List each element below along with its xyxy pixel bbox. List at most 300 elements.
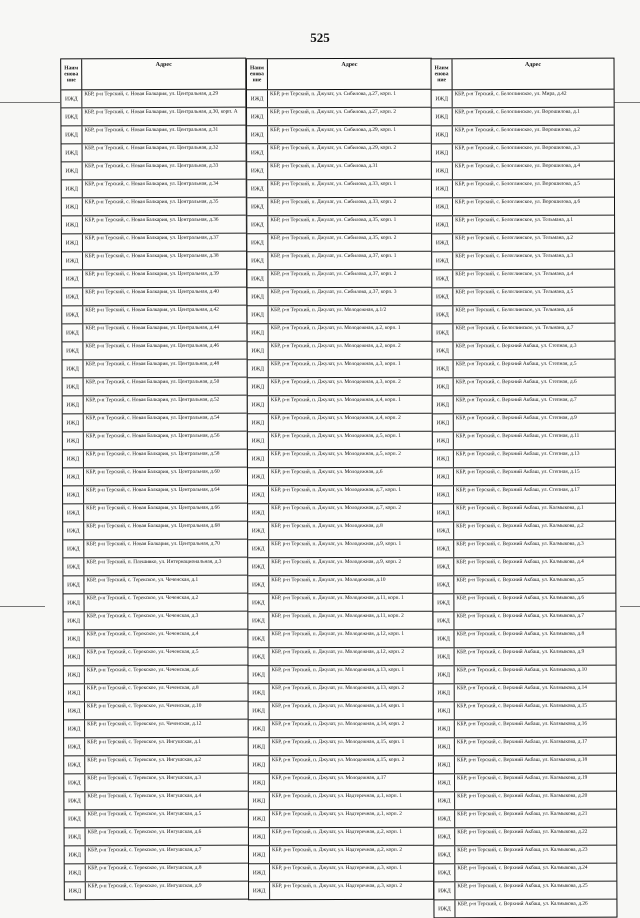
row-type: ИЖД [63, 414, 84, 431]
row-address: КБР, р-н Терский, с. Верхний Акбаш, ул. Калмыкова, д.20 [457, 792, 588, 800]
table-row [65, 828, 249, 847]
table-row [248, 414, 432, 432]
row-address: КБР, р-н Терский, с. Верхний Акбаш, ул. Калмыкова, д.21 [457, 810, 588, 818]
row-type: ИЖД [64, 720, 85, 737]
table-row [433, 378, 615, 397]
row-type: ИЖД [62, 216, 83, 233]
row-address: КБР, р-н Терский, с. Верхний Акбаш, ул. Калмыкова, д.4 [456, 558, 584, 566]
row-type: ИЖД [248, 342, 269, 359]
row-type: ИЖД [433, 540, 454, 557]
table-row [433, 630, 615, 649]
row-address: КБР, р-н Терский, п. Джулат, ул. Надтеречная, д.1, корп. 1 [271, 792, 402, 800]
row-address: КБР, р-н Терский, с. Новая Балкария, ул. Центральная, д.52 [85, 396, 220, 404]
column-header [61, 59, 245, 91]
column-rows [432, 90, 617, 918]
row-address: КБР, р-н Терский, с. Верхний Акбаш, ул. Калмыкова, д.26 [457, 900, 588, 908]
row-type: ИЖД [432, 90, 453, 107]
row-type: ИЖД [434, 702, 455, 719]
row-address: КБР, р-н Терский, с. Новая Балкария, ул. Центральная, д.33 [84, 162, 219, 170]
row-type: ИЖД [248, 522, 269, 539]
table-row [248, 594, 432, 612]
table-row [64, 774, 248, 793]
row-address: КБР, р-н Терский, п. Джулат, ул. Молодежная, д.7, корп. 1 [271, 486, 402, 494]
row-address: КБР, р-н Терский, с. Новая Балкария, ул. Центральная, д.37 [84, 234, 219, 242]
table-row [434, 774, 616, 793]
row-address: КБР, р-н Терский, с. Новая Балкария, ул. Центральная, д.44 [85, 324, 220, 332]
row-type: ИЖД [434, 828, 455, 845]
row-address: КБР, р-н Терский, п. Джулат, ул. Молодежная, д.1/2 [270, 306, 387, 314]
row-address: КБР, р-н Терский, с. Верхний Акбаш, ул. Калмыкова, д.24 [457, 864, 588, 872]
row-type: ИЖД [63, 450, 84, 467]
row-address: КБР, р-н Терский, с. Верхний Акбаш, ул. Калмыкова, д.25 [457, 882, 588, 890]
row-type: ИЖД [248, 450, 269, 467]
table-row [64, 702, 248, 721]
row-address: КБР, р-н Терский, с. Терекское, ул. Чеченская, д.6 [86, 666, 199, 674]
row-type: ИЖД [432, 180, 453, 197]
table-row [249, 738, 433, 756]
table-row [248, 378, 432, 396]
table-row [433, 360, 615, 379]
row-type: ИЖД [248, 432, 269, 449]
table-row [432, 270, 614, 289]
row-address: КБР, р-н Терский, п. Джулат, ул. Сибилова, д.37, корп. 2 [270, 270, 397, 278]
row-address: КБР, р-н Терский, с. Терекское, ул. Чеченская, д.10 [86, 702, 202, 710]
row-type: ИЖД [248, 648, 269, 665]
table-row [247, 162, 431, 180]
row-address: КБР, р-н Терский, с. Белоглинское, ул. Ворошилова, д.4 [454, 162, 580, 170]
row-address: КБР, р-н Терский, с. Новая Балкария, ул. Центральная, д.54 [85, 414, 220, 422]
table-row [63, 450, 247, 469]
row-address: КБР, р-н Терский, с. Верхний Акбаш, ул. Калмыкова, д.23 [457, 846, 588, 854]
row-address: КБР, р-н Терский, с. Белоглинское, ул. Ворошилова, д.2 [454, 126, 580, 134]
table-row [247, 108, 431, 126]
table-row [249, 846, 433, 864]
table-row [63, 468, 247, 487]
table-row [64, 792, 248, 811]
table-row [62, 270, 246, 289]
row-type: ИЖД [65, 846, 86, 863]
table-row [433, 468, 615, 487]
row-type: ИЖД [248, 612, 269, 629]
row-type: ИЖД [248, 540, 269, 557]
row-type: ИЖД [433, 576, 454, 593]
table-row [248, 666, 432, 684]
row-type: ИЖД [249, 810, 270, 827]
row-address: КБР, р-н Терский, п. Джулат, ул. Надтеречная, д.3, корп. 1 [272, 864, 403, 872]
table-row [433, 612, 615, 631]
table-row [63, 432, 247, 451]
table-row [248, 288, 432, 306]
table-row [249, 882, 433, 899]
row-address: КБР, р-н Терский, п. Плешивко, ул. Интернациональная, д.3 [86, 558, 222, 566]
row-address: КБР, р-н Терский, п. Джулат, ул. Молодежная, д.17 [271, 774, 387, 782]
row-address: КБР, р-н Терский, п. Джулат, ул. Сибилова, д.27, корп. 2 [270, 108, 397, 116]
row-type: ИЖД [433, 378, 454, 395]
row-type: ИЖД [248, 468, 269, 485]
row-type: ИЖД [433, 504, 454, 521]
table-row [62, 162, 246, 181]
table-row [61, 108, 245, 127]
row-type: ИЖД [432, 162, 453, 179]
table-row [248, 630, 432, 648]
table-row [63, 486, 247, 505]
row-address: КБР, р-н Терский, с. Верхний Акбаш, ул. Калмыкова, д.9 [456, 648, 585, 656]
table-row [247, 216, 431, 234]
row-type: ИЖД [64, 594, 85, 611]
row-type: ИЖД [63, 522, 84, 539]
row-address: КБР, р-н Терский, с. Верхний Акбаш, ул. Степная, д.6 [455, 378, 577, 386]
row-address: КБР, р-н Терский, п. Джулат, ул. Молодежная, д.3, корп. 2 [270, 378, 401, 386]
table-row [64, 684, 248, 703]
table-row [247, 126, 431, 144]
row-type: ИЖД [62, 234, 83, 251]
table-row [248, 558, 432, 576]
row-address: КБР, р-н Терский, с. Новая Балкария, ул. Центральная, д.58 [85, 450, 220, 458]
table-row [62, 342, 246, 361]
row-address: КБР, р-н Терский, п. Джулат, ул. Молодежная, д.4, корп. 2 [270, 414, 401, 422]
table-row [434, 756, 616, 775]
table-row [64, 594, 248, 613]
table-row [64, 666, 248, 685]
row-type: ИЖД [433, 414, 454, 431]
row-type: ИЖД [62, 270, 83, 287]
row-address: КБР, р-н Терский, с. Верхний Акбаш, ул. Степная, д.13 [455, 450, 580, 458]
table-row [62, 324, 246, 343]
row-type: ИЖД [62, 180, 83, 197]
table-row [432, 342, 614, 361]
table-row [248, 486, 432, 504]
row-type: ИЖД [64, 756, 85, 773]
table-row [433, 540, 615, 559]
row-address: КБР, р-н Терский, с. Новая Балкария, ул. Центральная, д.66 [86, 504, 220, 512]
row-type: ИЖД [248, 558, 269, 575]
row-type: ИЖД [434, 900, 455, 917]
row-type: ИЖД [248, 378, 269, 395]
row-address: КБР, р-н Терский, с. Белоглинское, ул. Ворошилова, д.5 [454, 180, 581, 188]
row-address: КБР, р-н Терский, с. Терекское, ул. Чеченская, д.8 [86, 684, 199, 692]
row-type: ИЖД [249, 828, 270, 845]
row-address: КБР, р-н Терский, с. Терекское, ул. Чеченская, д.1 [86, 576, 199, 584]
header-address: Адрес [341, 61, 358, 68]
row-address: КБР, р-н Терский, с. Терекское, ул. Ингушская, д.3 [87, 774, 202, 782]
table-row [247, 198, 431, 216]
table-row [64, 810, 248, 829]
row-address: КБР, р-н Терский, с. Верхний Акбаш, ул. Степная, д.7 [455, 396, 577, 404]
row-type: ИЖД [248, 630, 269, 647]
row-address: КБР, р-н Терский, с. Новая Балкария, ул. Центральная, д.30, корп. А [84, 108, 238, 116]
table-row [63, 414, 247, 433]
row-type: ИЖД [432, 126, 453, 143]
row-address: КБР, р-н Терский, п. Джулат, ул. Молодежная, д.8 [271, 522, 383, 530]
table-row [64, 720, 248, 739]
row-address: КБР, р-н Терский, с. Новая Балкария, ул. Центральная, д.60 [85, 468, 220, 476]
row-type: ИЖД [433, 450, 454, 467]
table-row [62, 198, 246, 217]
table-row [249, 810, 433, 828]
row-type: ИЖД [249, 864, 270, 881]
table-row [63, 378, 247, 397]
row-address: КБР, р-н Терский, с. Верхний Акбаш, ул. Калмыкова, д.2 [456, 522, 584, 530]
row-address: КБР, р-н Терский, п. Джулат, ул. Молодежная, д.7, корп. 2 [271, 504, 402, 512]
row-type: ИЖД [62, 306, 83, 323]
table-row [432, 126, 614, 145]
table-row [65, 864, 249, 883]
row-address: КБР, р-н Терский, с. Верхний Акбаш, ул. Калмыкова, д.16 [456, 720, 588, 728]
row-address: КБР, р-н Терский, п. Джулат, ул. Молодежная, д.11, корп. 2 [271, 612, 404, 620]
table-row [248, 450, 432, 468]
table-row [63, 576, 247, 595]
row-type: ИЖД [247, 90, 268, 107]
table-row [249, 864, 433, 882]
row-type: ИЖД [248, 666, 269, 683]
table-row [433, 450, 615, 469]
table-row [432, 198, 614, 217]
row-address: КБР, р-н Терский, п. Джулат, ул. Молодежная, д.13, корп. 2 [271, 684, 405, 692]
row-address: КБР, р-н Терский, п. Джулат, ул. Молодежная, д.12, корп. 1 [271, 630, 405, 638]
scan-mark [0, 102, 60, 103]
row-address: КБР, р-н Терский, п. Джулат, ул. Сибилова, д.37, корп. 1 [270, 252, 397, 260]
table-row [65, 846, 249, 865]
header-type: Наим енова ние [61, 59, 82, 89]
table-row [249, 684, 433, 702]
table-row [247, 252, 431, 270]
row-address: КБР, р-н Терский, с. Терекское, ул. Чеченская, д.5 [86, 648, 199, 656]
table-row [433, 576, 615, 595]
row-address: КБР, р-н Терский, с. Верхний Акбаш, ул. Калмыкова, д.18 [456, 756, 588, 764]
row-address: КБР, р-н Терский, п. Джулат, ул. Сибилова, д.31 [270, 162, 378, 170]
row-address: КБР, р-н Терский, с. Новая Балкария, ул. Центральная, д.68 [86, 522, 220, 530]
table-row [432, 234, 614, 253]
row-address: КБР, р-н Терский, с. Белоглинское, ул. Ворошилова, д.6 [454, 198, 581, 206]
header-address: Адрес [524, 61, 542, 68]
table-row [62, 216, 246, 235]
table-row [432, 162, 614, 181]
row-address: КБР, р-н Терский, п. Джулат, ул. Молодежная, д.10 [271, 576, 386, 584]
row-type: ИЖД [434, 882, 455, 899]
row-address: КБР, р-н Терский, с. Верхний Акбаш, ул. Степная, д.3 [455, 342, 577, 350]
table-row [432, 306, 614, 325]
row-address: КБР, р-н Терский, с. Белоглинское, ул. Тельмана, д.1 [455, 216, 574, 224]
table-row [63, 504, 247, 523]
table-row [249, 720, 433, 738]
table-row [62, 252, 246, 271]
row-address: КБР, р-н Терский, п. Джулат, ул. Молодежная, д.2, корп. 2 [270, 342, 401, 350]
table-row [62, 306, 246, 325]
table-row [64, 630, 248, 649]
row-type: ИЖД [247, 234, 268, 251]
row-address: КБР, р-н Терский, п. Джулат, ул. Молодежная, д.9, корп. 2 [271, 558, 402, 566]
row-type: ИЖД [62, 162, 83, 179]
table-row [65, 882, 249, 900]
table-row [432, 288, 614, 307]
table-row [248, 576, 432, 594]
row-type: ИЖД [249, 792, 270, 809]
row-type: ИЖД [432, 252, 453, 269]
row-type: ИЖД [432, 288, 453, 305]
row-type: ИЖД [248, 396, 269, 413]
row-type: ИЖД [63, 432, 84, 449]
table-row [433, 396, 615, 415]
table-row [64, 756, 248, 775]
row-address: КБР, р-н Терский, с. Верхний Акбаш, ул. Калмыкова, д.5 [456, 576, 584, 584]
row-type: ИЖД [64, 774, 85, 791]
row-address: КБР, р-н Терский, с. Терекское, ул. Чеченская, д.4 [86, 630, 199, 638]
table-row [434, 666, 616, 685]
row-type: ИЖД [62, 252, 83, 269]
table-row [434, 900, 616, 918]
row-type: ИЖД [64, 666, 85, 683]
row-type: ИЖД [249, 846, 270, 863]
row-address: КБР, р-н Терский, с. Новая Балкария, ул. Центральная, д.42 [85, 306, 219, 314]
row-type: ИЖД [65, 864, 86, 881]
table-row [434, 810, 616, 829]
table-row [432, 252, 614, 271]
row-type: ИЖД [61, 126, 82, 143]
table-row [61, 126, 245, 145]
table-row [247, 180, 431, 198]
row-address: КБР, р-н Терский, п. Джулат, ул. Молодежная, д.13, корп. 1 [271, 666, 405, 674]
row-type: ИЖД [248, 324, 269, 341]
row-address: КБР, р-н Терский, с. Верхний Акбаш, ул. Калмыкова, д.14 [456, 684, 587, 692]
row-address: КБР, р-н Терский, с. Новая Балкария, ул. Центральная, д.31 [84, 126, 219, 134]
row-address: КБР, р-н Терский, с. Новая Балкария, ул. Центральная, д.40 [85, 288, 219, 296]
row-type: ИЖД [63, 540, 84, 557]
row-type: ИЖД [434, 666, 455, 683]
row-type: ИЖД [248, 504, 269, 521]
row-address: КБР, р-н Терский, с. Новая Балкария, ул. Центральная, д.36 [84, 216, 219, 224]
row-address: КБР, р-н Терский, п. Джулат, ул. Надтеречная, д.2, корп. 1 [271, 828, 402, 836]
table-row [247, 90, 431, 108]
table-row [434, 828, 616, 847]
row-type: ИЖД [434, 648, 455, 665]
row-address: КБР, р-н Терский, с. Белоглинское, ул. Ворошилова, д.1 [454, 108, 580, 116]
row-address: КБР, р-н Терский, с. Терекское, ул. Ингушская, д.1 [87, 738, 201, 746]
row-type: ИЖД [433, 612, 454, 629]
row-type: ИЖД [433, 630, 454, 647]
row-address: КБР, р-н Терский, п. Джулат, ул. Сибилова, д.35, корп. 1 [270, 216, 397, 224]
table-row [63, 396, 247, 415]
row-type: ИЖД [249, 684, 270, 701]
table-row [248, 612, 432, 630]
table-row [63, 540, 247, 559]
row-address: КБР, р-н Терский, с. Верхний Акбаш, ул. Степная, д.15 [455, 468, 580, 476]
row-type: ИЖД [61, 90, 82, 107]
row-address: КБР, р-н Терский, с. Верхний Акбаш, ул. Степная, д.11 [455, 432, 580, 440]
row-address: КБР, р-н Терский, п. Джулат, ул. Сибилова, д.29, корп. 1 [270, 126, 397, 134]
row-address: КБР, р-н Терский, п. Джулат, ул. Молодежная, д.9, корп. 1 [271, 540, 402, 548]
row-address: КБР, р-н Терский, с. Терекское, ул. Ингушская, д.9 [87, 882, 202, 890]
table-row [248, 540, 432, 558]
table-row [434, 702, 616, 721]
row-type: ИЖД [62, 144, 83, 161]
row-type: ИЖД [64, 684, 85, 701]
row-address: КБР, р-н Терский, с. Новая Балкария, ул. Центральная, д.56 [85, 432, 220, 440]
row-address: КБР, р-н Терский, с. Терекское, ул. Чеченская, д.2 [86, 594, 199, 602]
row-type: ИЖД [247, 270, 268, 287]
row-type: ИЖД [433, 558, 454, 575]
row-type: ИЖД [432, 198, 453, 215]
table-row [61, 90, 245, 109]
table-row [433, 414, 615, 433]
row-type: ИЖД [62, 360, 83, 377]
table-column-3 [430, 58, 617, 918]
table-row [249, 774, 433, 792]
table-row [62, 288, 246, 307]
row-type: ИЖД [432, 342, 453, 359]
table-row [433, 504, 615, 523]
table-row [248, 396, 432, 414]
row-type: ИЖД [63, 504, 84, 521]
row-address: КБР, р-н Терский, с. Белоглинское, ул. Тельмана, д.2 [455, 234, 574, 242]
row-address: КБР, р-н Терский, с. Белоглинское, ул. Мира, д.42 [454, 90, 567, 98]
row-type: ИЖД [249, 702, 270, 719]
row-address: КБР, р-н Терский, с. Новая Балкария, ул. Центральная, д.48 [85, 360, 220, 368]
table-row [248, 468, 432, 486]
table-row [432, 324, 614, 343]
row-address: КБР, р-н Терский, п. Джулат, ул. Сибилова, д.33, корп. 2 [270, 198, 397, 206]
row-type: ИЖД [64, 648, 85, 665]
table-row [247, 144, 431, 162]
row-type: ИЖД [434, 756, 455, 773]
row-type: ИЖД [434, 810, 455, 827]
table-row [433, 522, 615, 541]
row-address: КБР, р-н Терский, с. Новая Балкария, ул. Центральная, д.70 [86, 540, 220, 548]
row-address: КБР, р-н Терский, с. Новая Балкария, ул. Центральная, д.46 [85, 342, 220, 350]
row-type: ИЖД [434, 864, 455, 881]
row-type: ИЖД [434, 792, 455, 809]
row-address: КБР, р-н Терский, с. Терекское, ул. Чеченская, д.3 [86, 612, 199, 620]
row-address: КБР, р-н Терский, п. Джулат, ул. Молодежная, д.15, корп. 2 [271, 756, 405, 764]
row-type: ИЖД [248, 576, 269, 593]
row-type: ИЖД [433, 432, 454, 449]
row-type: ИЖД [433, 594, 454, 611]
column-header [432, 59, 614, 91]
row-address: КБР, р-н Терский, с. Верхний Акбаш, ул. Калмыкова, д.6 [456, 594, 584, 602]
row-type: ИЖД [63, 576, 84, 593]
table-row [248, 522, 432, 540]
row-address: КБР, р-н Терский, п. Джулат, ул. Надтеречная, д.2, корп. 2 [271, 846, 403, 854]
row-type: ИЖД [64, 702, 85, 719]
row-address: КБР, р-н Терский, п. Джулат, ул. Надтеречная, д.1, корп. 2 [271, 810, 402, 818]
table-row [248, 306, 432, 324]
row-type: ИЖД [432, 306, 453, 323]
row-address: КБР, р-н Терский, п. Джулат, ул. Молодежная, д.15, корп. 1 [271, 738, 405, 746]
row-address: КБР, р-н Терский, с. Новая Балкария, ул. Центральная, д.64 [86, 486, 220, 494]
row-type: ИЖД [432, 108, 453, 125]
table-row [247, 270, 431, 288]
row-address: КБР, р-н Терский, с. Белоглинское, ул. Тельмана, д.6 [455, 306, 574, 314]
row-type: ИЖД [433, 468, 454, 485]
row-address: КБР, р-н Терский, с. Верхний Акбаш, ул. Калмыкова, д.8 [456, 630, 585, 638]
table-row [249, 828, 433, 846]
column-rows [61, 90, 249, 900]
row-address: КБР, р-н Терский, с. Терекское, ул. Чеченская, д.12 [87, 720, 202, 728]
row-address: КБР, р-н Терский, п. Джулат, ул. Сибилова, д.27, корп. 1 [269, 90, 396, 98]
row-type: ИЖД [249, 774, 270, 791]
table-row [249, 702, 433, 720]
row-type: ИЖД [432, 216, 453, 233]
row-type: ИЖД [248, 360, 269, 377]
row-address: КБР, р-н Терский, с. Верхний Акбаш, ул. Калмыкова, д.17 [456, 738, 588, 746]
row-type: ИЖД [64, 792, 85, 809]
row-type: ИЖД [432, 234, 453, 251]
table-row [432, 108, 614, 127]
row-type: ИЖД [62, 324, 83, 341]
row-address: КБР, р-н Терский, с. Новая Балкария, ул. Центральная, д.39 [85, 270, 219, 278]
row-type: ИЖД [433, 360, 454, 377]
row-address: КБР, р-н Терский, п. Джулат, ул. Надтеречная, д.3, корп. 2 [272, 882, 403, 890]
table-row [432, 180, 614, 199]
